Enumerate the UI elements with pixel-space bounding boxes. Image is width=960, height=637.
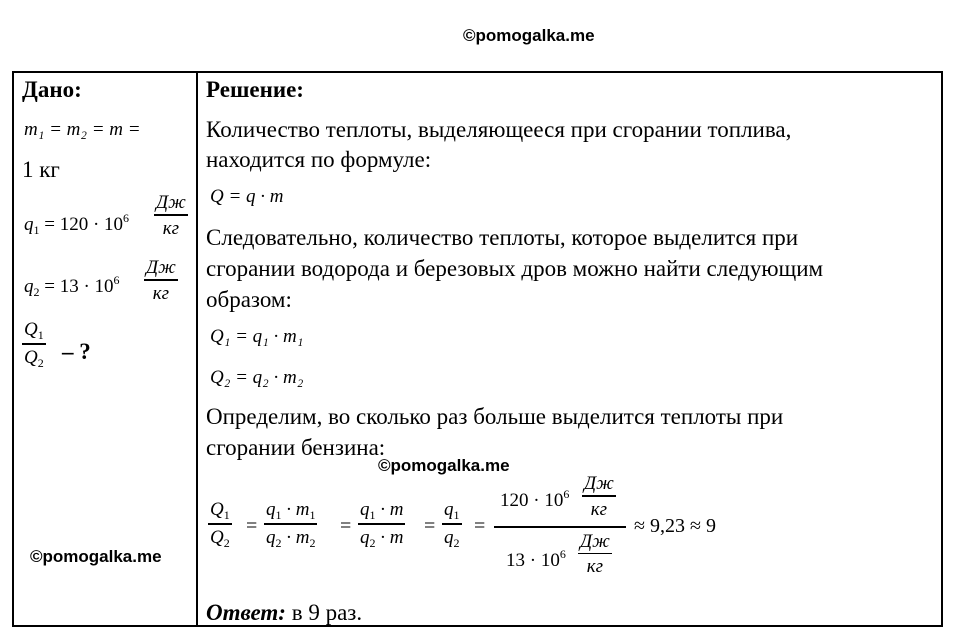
answer-line: [206, 601, 362, 624]
paragraph-2-line-1: Следовательно, количество теплоты, которое выделится при: [206, 225, 799, 250]
solution-title: Решение:: [206, 77, 304, 102]
q1-unit-denominator: кг: [162, 217, 180, 239]
find-suffix: – ?: [62, 339, 91, 364]
find-numerator: Q: [24, 319, 38, 340]
find-denominator: Q: [24, 346, 38, 368]
formula-q1: Q₁ = q₁ · m₁: [210, 326, 304, 347]
ratio-q1-q2: $Q_1$ $Q_2$: [210, 499, 230, 550]
formula-q2: Q₂ = q₂ · m₂: [210, 367, 304, 388]
given-title: Дано:: [22, 77, 82, 102]
ratio-qm-full: $q_1 \cdot m_1$ $q_2 \cdot m_2$: [266, 499, 316, 550]
compound-numerator: $120 \cdot 10^6$ Дж кг: [500, 473, 614, 520]
find-ratio-fraction: $Q_1$ $Q_2$: [24, 319, 44, 370]
q1-unit-fraction: [154, 193, 188, 238]
watermark-middle: ©pomogalka.me: [378, 456, 510, 475]
paragraph-3-line-1: Определим, во сколько раз больше выделится теплоты при: [206, 404, 784, 429]
approximate-result: ≈ 9,23 ≈ 9: [634, 515, 716, 537]
q2-coefficient: 13 · 10: [59, 276, 114, 297]
formula-q-equals-qm: Q = q · m: [210, 186, 284, 207]
q1-exponent: 6: [123, 211, 130, 225]
given-q2: $q_2 = 13 \cdot 10^6$: [24, 273, 120, 299]
paragraph-1-line-1: Количество теплоты, выделяющееся при сгорании топлива,: [206, 117, 792, 142]
q1-unit-numerator: Дж: [156, 192, 186, 213]
given-q1: $q_1 = 120 \cdot 10^6$: [24, 211, 130, 237]
paragraph-3-line-2: сгорании бензина:: [206, 435, 386, 460]
paragraph-2-line-2: сгорании водорода и березовых дров можно найти следующим: [206, 256, 824, 281]
equals-sign: =: [246, 515, 258, 537]
ratio-qm-common: $q_1 \cdot m$ $q_2 \cdot m$: [360, 499, 404, 550]
column-divider: [196, 71, 198, 627]
q1-coefficient: 120 · 10: [59, 214, 124, 235]
given-mass-value: 1 кг: [22, 157, 60, 182]
paragraph-2-line-3: образом:: [206, 287, 292, 312]
given-mass-equation: m₁ = m₂ = m =: [24, 119, 141, 140]
numeric-compound-fraction: [494, 474, 626, 584]
equals-sign: =: [424, 515, 436, 537]
q2-unit-fraction: [144, 258, 178, 303]
paragraph-1-line-2: находится по формуле:: [206, 147, 432, 172]
answer-label: Ответ:: [206, 600, 286, 625]
q2-unit-numerator: Дж: [146, 257, 176, 278]
equals-sign: =: [340, 515, 352, 537]
q2-exponent: 6: [113, 273, 120, 287]
watermark-top: ©pomogalka.me: [463, 26, 595, 45]
watermark-left: ©pomogalka.me: [30, 547, 162, 566]
table-frame: [12, 71, 943, 627]
equals-sign: =: [474, 515, 486, 537]
ratio-q1-q2-heat: $q_1$ $q_2$: [444, 499, 460, 550]
q2-unit-denominator: кг: [152, 282, 170, 304]
compound-denominator: $13 \cdot 10^6$ Дж кг: [506, 530, 610, 577]
answer-text: в 9 раз.: [291, 600, 363, 625]
